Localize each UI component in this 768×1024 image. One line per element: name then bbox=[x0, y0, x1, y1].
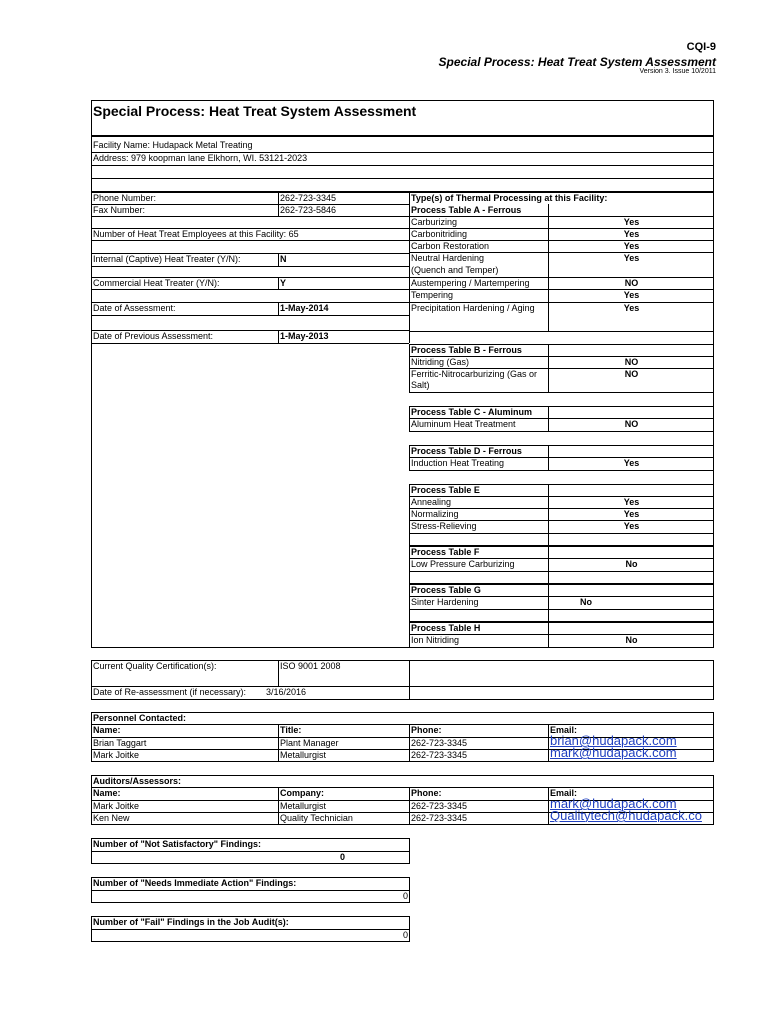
personnel-col-title: Title: bbox=[280, 725, 302, 735]
table-g-row-value: No bbox=[580, 597, 592, 607]
personnel-name: Mark Joitke bbox=[93, 750, 140, 760]
table-h-title: Process Table H bbox=[411, 623, 481, 633]
phone-value: 262-723-3345 bbox=[280, 193, 337, 203]
auditor-company: Quality Technician bbox=[280, 813, 353, 823]
form-version: Version 3, Issue 10/2011 bbox=[639, 68, 716, 73]
table-h-row-label: Ion Nitriding bbox=[411, 635, 460, 645]
table-d-row-label: Induction Heat Treating bbox=[411, 458, 505, 468]
auditors-col-name: Name: bbox=[93, 788, 121, 798]
table-a-title: Process Table A - Ferrous bbox=[411, 205, 522, 215]
table-a-row-label: Austempering / Martempering bbox=[411, 278, 530, 288]
captive-value: N bbox=[280, 254, 287, 264]
assessment-value: 1-May-2014 bbox=[280, 303, 329, 313]
personnel-title: Metallurgist bbox=[280, 750, 327, 760]
previous-assessment-label: Date of Previous Assessment: bbox=[93, 331, 214, 341]
not-satisfactory-value: 0 bbox=[340, 852, 346, 862]
table-a-row-label: Carburizing bbox=[411, 217, 458, 227]
table-a-row-label: Carbonitriding bbox=[411, 229, 468, 239]
table-g-row-label: Sinter Hardening bbox=[411, 597, 479, 607]
table-f-row-label: Low Pressure Carburizing bbox=[411, 559, 515, 569]
commercial-label: Commercial Heat Treater (Y/N): bbox=[93, 278, 220, 288]
auditor-company: Metallurgist bbox=[280, 801, 327, 811]
form-title: Special Process: Heat Treat System Assessment bbox=[438, 55, 716, 69]
table-h-row-value: No bbox=[625, 635, 638, 645]
not-satisfactory-label: Number of "Not Satisfactory" Findings: bbox=[93, 839, 262, 849]
table-b-row-label: Nitriding (Gas) bbox=[411, 357, 470, 367]
certification-value: ISO 9001 2008 bbox=[280, 661, 341, 671]
fax-label: Fax Number: bbox=[93, 205, 146, 215]
auditor-email-link[interactable]: Qualitytech@hudapack.co bbox=[550, 810, 702, 822]
personnel-title: Plant Manager bbox=[280, 738, 339, 748]
commercial-value: Y bbox=[280, 278, 287, 288]
table-a-row-label: Neutral Hardening bbox=[411, 253, 485, 263]
table-e-row-value: Yes bbox=[623, 521, 640, 531]
table-f-title: Process Table F bbox=[411, 547, 480, 557]
fail-findings-label: Number of "Fail" Findings in the Job Audit(s): bbox=[93, 917, 289, 927]
personnel-email-link[interactable]: brian@hudapack.com bbox=[550, 733, 677, 748]
table-g-title: Process Table G bbox=[411, 585, 481, 595]
form-code: CQI-9 bbox=[686, 41, 716, 53]
table-a-row-value: Yes bbox=[623, 253, 640, 263]
facility-address: Address: 979 koopman lane Elkhorn, WI. 53121-2023 bbox=[93, 153, 308, 163]
table-b-row-label-cont: Salt) bbox=[411, 380, 430, 390]
table-a-row-label: Precipitation Hardening / Aging bbox=[411, 303, 535, 313]
table-b-title: Process Table B - Ferrous bbox=[411, 345, 522, 355]
table-a-row-value: Yes bbox=[623, 229, 640, 239]
personnel-name: Brian Taggart bbox=[93, 738, 147, 748]
immediate-action-label: Number of "Needs Immediate Action" Findings: bbox=[93, 878, 297, 888]
phone-label: Phone Number: bbox=[93, 193, 157, 203]
auditor-phone: 262-723-3345 bbox=[411, 813, 468, 823]
captive-label: Internal (Captive) Heat Treater (Y/N): bbox=[93, 254, 241, 264]
table-a-row-value: Yes bbox=[623, 217, 640, 227]
table-a-row-value: NO bbox=[624, 278, 639, 288]
auditors-col-phone: Phone: bbox=[411, 788, 442, 798]
table-f-row-value: No bbox=[625, 559, 638, 569]
table-a-row-label: Tempering bbox=[411, 290, 454, 300]
table-b-row-value: NO bbox=[624, 357, 639, 367]
auditor-name: Ken New bbox=[93, 813, 130, 823]
previous-assessment-value: 1-May-2013 bbox=[280, 331, 329, 341]
table-b-row-value: NO bbox=[624, 369, 639, 379]
auditor-email-link[interactable]: mark@hudapack.com bbox=[550, 796, 677, 811]
table-e-row-label: Normalizing bbox=[411, 509, 459, 519]
personnel-col-name: Name: bbox=[93, 725, 121, 735]
employees-text: Number of Heat Treat Employees at this Facility: 65 bbox=[93, 229, 299, 239]
fax-value: 262-723-5846 bbox=[280, 205, 337, 215]
table-a-row-value: Yes bbox=[623, 290, 640, 300]
table-a-row-label-cont: (Quench and Temper) bbox=[411, 265, 499, 275]
auditors-heading: Auditors/Assessors: bbox=[93, 776, 182, 786]
personnel-phone: 262-723-3345 bbox=[411, 738, 468, 748]
table-a-row-value: Yes bbox=[623, 241, 640, 251]
fail-findings-value: 0 bbox=[402, 930, 408, 940]
auditors-col-email: Email: bbox=[550, 788, 578, 798]
reassessment-value: 3/16/2016 bbox=[266, 687, 307, 697]
table-d-row-value: Yes bbox=[623, 458, 640, 468]
table-a-row-value: Yes bbox=[623, 303, 640, 313]
personnel-email-link[interactable]: mark@hudapack.com bbox=[550, 745, 677, 760]
certification-label: Current Quality Certification(s): bbox=[93, 661, 217, 671]
personnel-phone: 262-723-3345 bbox=[411, 750, 468, 760]
personnel-col-phone: Phone: bbox=[411, 725, 442, 735]
facility-name: Facility Name: Hudapack Metal Treating bbox=[93, 140, 253, 150]
auditor-name: Mark Joitke bbox=[93, 801, 140, 811]
table-e-row-value: Yes bbox=[623, 509, 640, 519]
table-e-title: Process Table E bbox=[411, 485, 480, 495]
table-e-row-label: Annealing bbox=[411, 497, 452, 507]
assessment-label: Date of Assessment: bbox=[93, 303, 176, 313]
reassessment-label: Date of Re-assessment (if necessary): bbox=[93, 687, 247, 697]
immediate-action-value: 0 bbox=[402, 891, 408, 901]
auditor-phone: 262-723-3345 bbox=[411, 801, 468, 811]
table-d-title: Process Table D - Ferrous bbox=[411, 446, 522, 456]
table-b-row-label: Ferritic-Nitrocarburizing (Gas or bbox=[411, 369, 538, 379]
personnel-heading: Personnel Contacted: bbox=[93, 713, 187, 723]
table-e-row-label: Stress-Relieving bbox=[411, 521, 477, 531]
personnel-col-email: Email: bbox=[550, 725, 578, 735]
auditors-col-company: Company: bbox=[280, 788, 325, 798]
table-c-row-value: NO bbox=[624, 419, 639, 429]
table-e-row-value: Yes bbox=[623, 497, 640, 507]
table-c-row-label: Aluminum Heat Treatment bbox=[411, 419, 516, 429]
thermal-heading: Type(s) of Thermal Processing at this Facility: bbox=[411, 193, 608, 203]
page-title: Special Process: Heat Treat System Assessment bbox=[93, 103, 417, 119]
table-c-title: Process Table C - Aluminum bbox=[411, 407, 533, 417]
table-a-row-label: Carbon Restoration bbox=[411, 241, 490, 251]
